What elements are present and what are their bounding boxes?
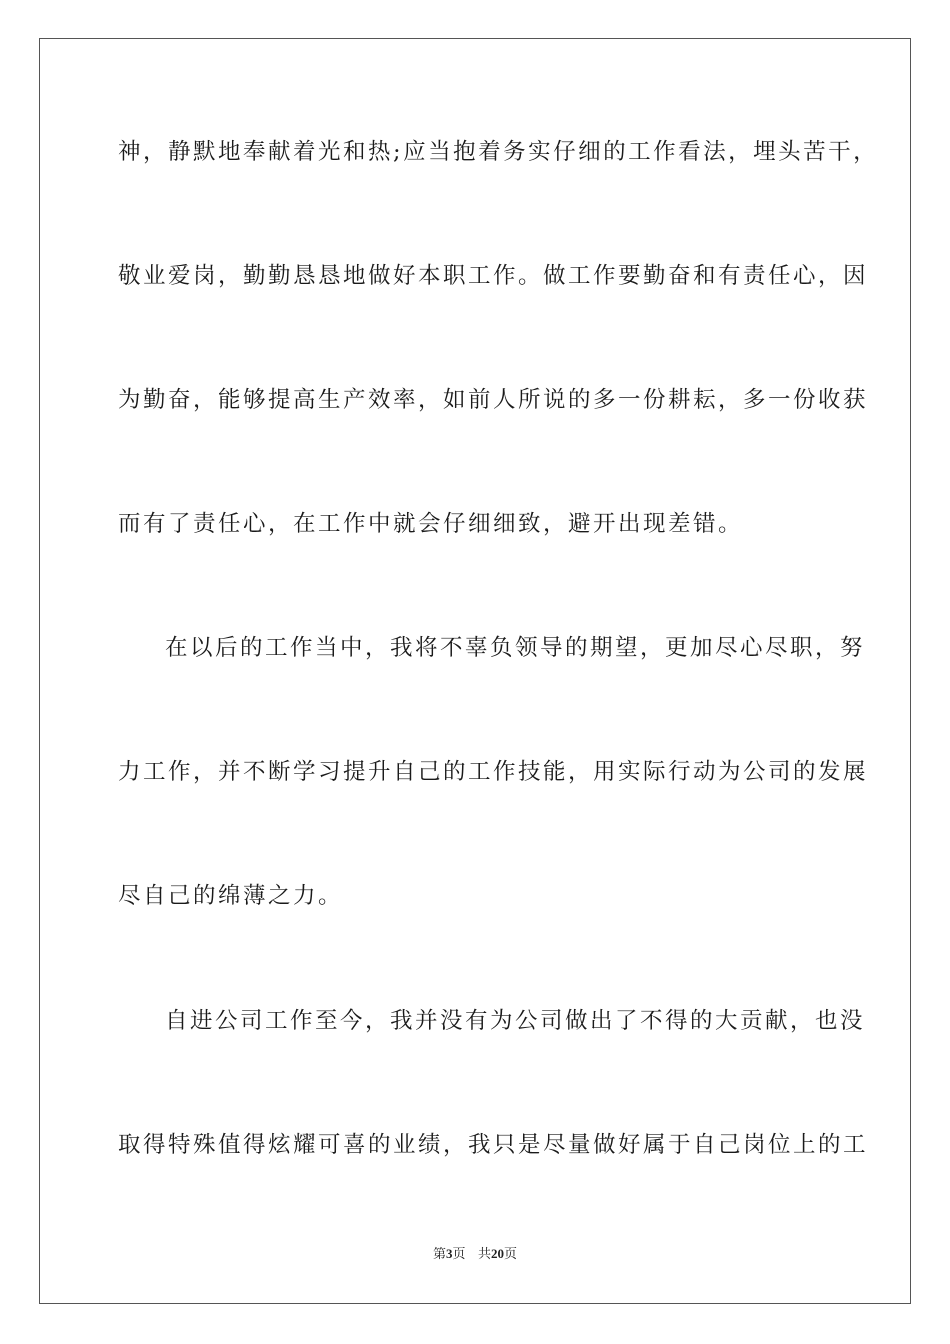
footer-page-prefix: 第: [433, 1247, 447, 1262]
footer-total-suffix: 页: [503, 1247, 517, 1262]
text-line-3: 为勤奋，能够提高生产效率，如前人所说的多一份耕耘，多一份收获: [118, 387, 869, 413]
text-line-6: 力工作，并不断学习提升自己的工作技能，用实际行动为公司的发展: [118, 759, 869, 785]
footer-page-suffix: 页: [452, 1247, 466, 1262]
page-border: [39, 38, 911, 1304]
text-line-1: 神，静默地奉献着光和热;应当抱着务实仔细的工作看法，埋头苦干，: [118, 139, 879, 165]
page-footer: [0, 1245, 950, 1264]
text-line-5: 在以后的工作当中，我将不辜负领导的期望，更加尽心尽职，努: [165, 635, 866, 661]
footer-total-pages: 20: [490, 1246, 504, 1261]
footer-current-page: 3: [446, 1246, 453, 1261]
footer-total-prefix: 共: [477, 1247, 491, 1262]
text-line-2: 敬业爱岗，勤勤恳恳地做好本职工作。做工作要勤奋和有责任心，因: [118, 263, 869, 289]
text-line-4: 而有了责任心，在工作中就会仔细细致，避开出现差错。: [118, 511, 744, 537]
text-line-7: 尽自己的绵薄之力。: [118, 883, 344, 909]
text-line-8: 自进公司工作至今，我并没有为公司做出了不得的大贡献，也没: [165, 1008, 866, 1034]
text-line-9: 取得特殊值得炫耀可喜的业绩，我只是尽量做好属于自己岗位上的工: [118, 1132, 869, 1158]
